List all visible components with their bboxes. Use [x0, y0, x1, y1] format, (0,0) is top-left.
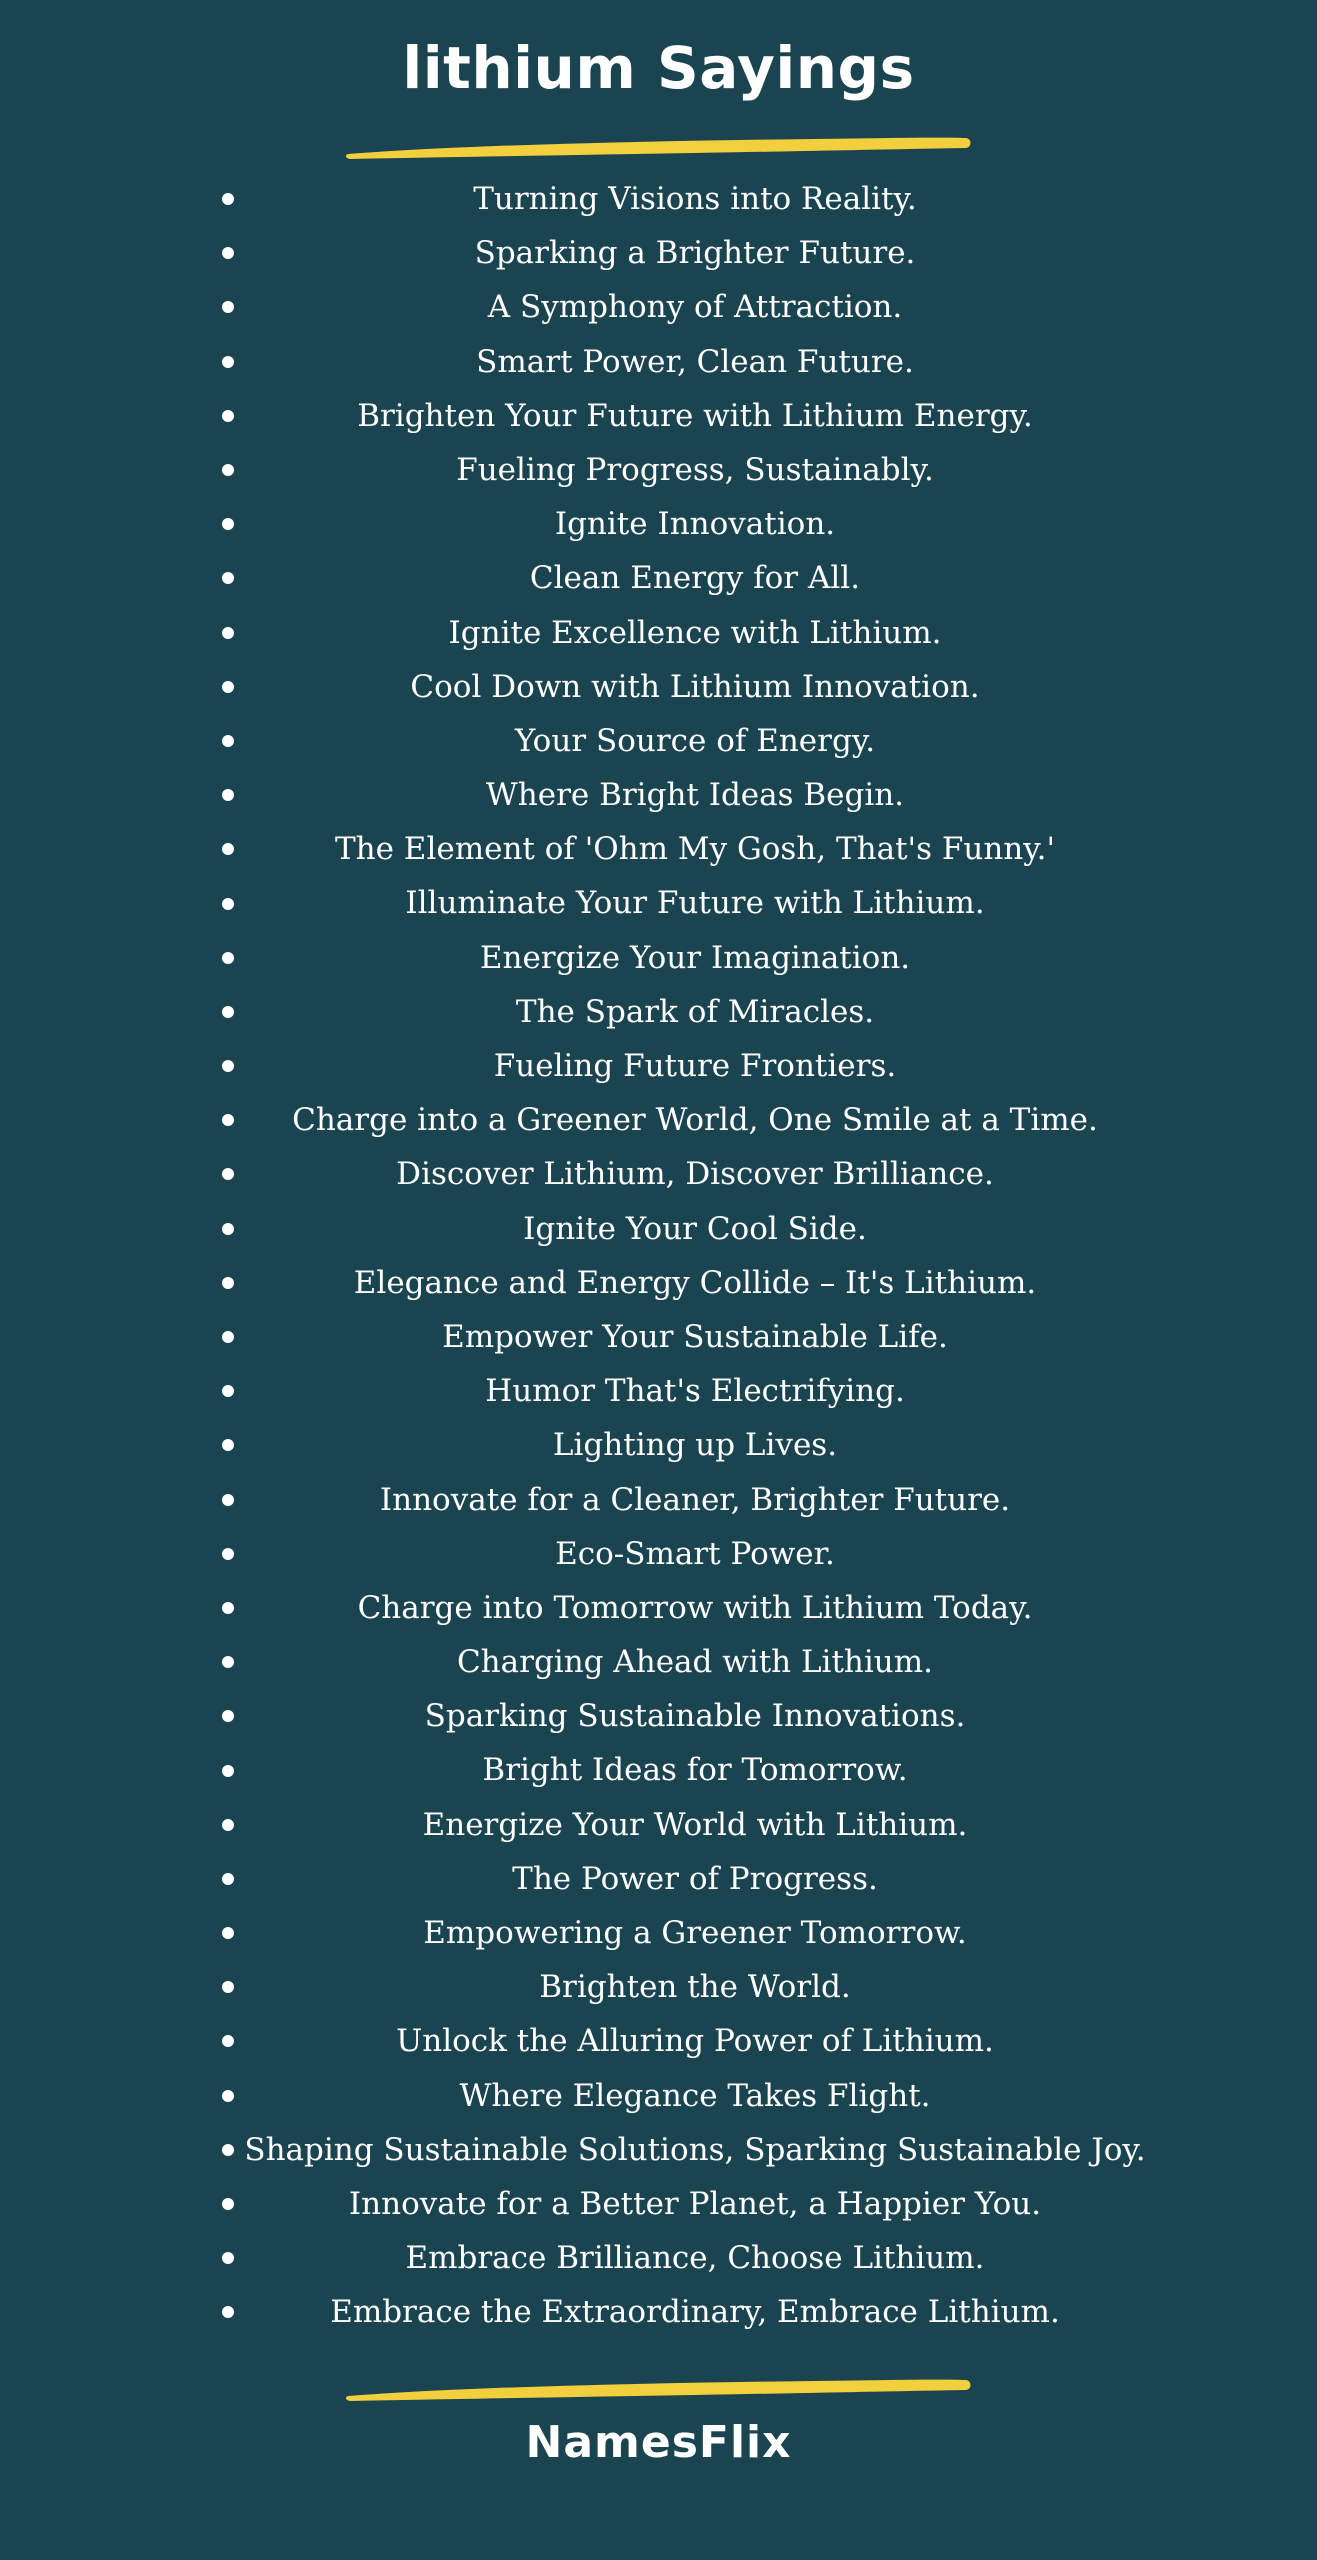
- saying-text: Eco-Smart Power.: [555, 1535, 835, 1572]
- bullet-icon: [222, 1114, 234, 1126]
- list-item: [180, 2123, 1210, 2177]
- saying-text: The Power of Progress.: [512, 1860, 878, 1897]
- saying-text: Energize Your World with Lithium.: [422, 1806, 968, 1843]
- list-item: [180, 1202, 1210, 1256]
- saying-text: Ignite Excellence with Lithium.: [448, 614, 942, 651]
- list-item: [180, 1906, 1210, 1960]
- saying-text: Brighten the World.: [539, 1969, 851, 2006]
- saying-text: Bright Ideas for Tomorrow.: [482, 1752, 908, 1789]
- saying-text: Fueling Future Frontiers.: [493, 1048, 897, 1084]
- brand-logo-text: NamesFlix: [525, 2417, 792, 2468]
- saying-text: Clean Energy for All.: [529, 560, 861, 597]
- saying-text: Embrace Brilliance, Choose Lithium.: [405, 2240, 985, 2277]
- bullet-icon: [222, 572, 234, 584]
- list-item: [180, 335, 1210, 389]
- saying-text: Charge into a Greener World, One Smile at a Time.: [292, 1102, 1098, 1139]
- list-item: [180, 1689, 1210, 1743]
- list-item: [180, 443, 1210, 497]
- bullet-icon: [222, 2090, 234, 2102]
- list-item: [180, 1581, 1210, 1635]
- list-item: [180, 2231, 1210, 2285]
- list-item: [180, 606, 1210, 660]
- list-item: [180, 2177, 1210, 2231]
- list-item: [180, 1418, 1210, 1472]
- list-item: [180, 2069, 1210, 2123]
- list-item: [180, 985, 1210, 1039]
- list-item: [180, 822, 1210, 876]
- list-item: [180, 1147, 1210, 1201]
- list-item: [180, 1256, 1210, 1310]
- saying-text: Ignite Innovation.: [554, 506, 836, 543]
- bullet-icon: [222, 356, 234, 368]
- bullet-icon: [222, 1548, 234, 1560]
- saying-text: Shaping Sustainable Solutions, Sparking Sustainable Joy.: [244, 2131, 1146, 2168]
- bullet-icon: [222, 1710, 234, 1722]
- bullet-icon: [222, 2252, 234, 2264]
- list-item: [180, 1473, 1210, 1527]
- saying-text: The Spark of Miracles.: [515, 993, 875, 1030]
- saying-text: Where Bright Ideas Begin.: [485, 777, 905, 814]
- list-item: [180, 497, 1210, 551]
- saying-text: Embrace the Extraordinary, Embrace Lithium.: [330, 2294, 1060, 2331]
- bullet-icon: [222, 1223, 234, 1235]
- list-item: [180, 1527, 1210, 1581]
- saying-text: Cool Down with Lithium Innovation.: [410, 668, 980, 705]
- sayings-list: [180, 172, 1210, 2340]
- list-item: [180, 1364, 1210, 1418]
- saying-text: Empowering a Greener Tomorrow.: [423, 1915, 967, 1951]
- list-item: [180, 1960, 1210, 2014]
- bullet-icon: [222, 247, 234, 259]
- page-title: lithium Sayings: [402, 34, 915, 102]
- list-item: [180, 1039, 1210, 1093]
- bullet-icon: [222, 627, 234, 639]
- saying-text: Smart Power, Clean Future.: [476, 343, 914, 380]
- saying-text: Ignite Your Cool Side.: [523, 1210, 867, 1247]
- bullet-icon: [222, 1277, 234, 1289]
- list-item: [180, 1093, 1210, 1147]
- bullet-icon: [222, 2306, 234, 2318]
- saying-text: Innovate for a Better Planet, a Happier You.: [348, 2185, 1042, 2222]
- list-item: [180, 1310, 1210, 1364]
- saying-text: Lighting up Lives.: [552, 1427, 838, 1464]
- brush-stroke-path: [346, 2380, 971, 2401]
- saying-text: Elegance and Energy Collide – It's Lithium.: [353, 1264, 1037, 1301]
- list-item: [180, 1798, 1210, 1852]
- bullet-icon: [222, 301, 234, 313]
- saying-text: Discover Lithium, Discover Brilliance.: [396, 1156, 994, 1193]
- bullet-icon: [222, 2035, 234, 2047]
- list-item: [180, 551, 1210, 605]
- saying-text: Empower Your Sustainable Life.: [442, 1318, 948, 1355]
- list-item: [180, 1852, 1210, 1906]
- bullet-icon: [222, 2144, 234, 2156]
- bullet-icon: [222, 1060, 234, 1072]
- list-item: [180, 876, 1210, 930]
- bullet-icon: [222, 2198, 234, 2210]
- list-item: [180, 714, 1210, 768]
- list-item: [180, 226, 1210, 280]
- bullet-icon: [222, 952, 234, 964]
- list-item: [180, 1743, 1210, 1797]
- bullet-icon: [222, 1331, 234, 1343]
- saying-text: Sparking Sustainable Innovations.: [424, 1698, 966, 1735]
- yellow-brush-stroke-top: [344, 130, 974, 160]
- list-item: [180, 389, 1210, 443]
- bullet-icon: [222, 789, 234, 801]
- list-item: [180, 768, 1210, 822]
- saying-text: Illuminate Your Future with Lithium.: [405, 885, 985, 922]
- bullet-icon: [222, 1168, 234, 1180]
- brush-stroke-path: [346, 138, 971, 159]
- bullet-icon: [222, 1981, 234, 1993]
- list-item: [180, 280, 1210, 334]
- saying-text: Your Source of Energy.: [514, 722, 876, 759]
- saying-text: The Element of 'Ohm My Gosh, That's Funny.': [334, 831, 1056, 868]
- bullet-icon: [222, 1439, 234, 1451]
- saying-text: Unlock the Alluring Power of Lithium.: [396, 2023, 994, 2060]
- saying-text: Where Elegance Takes Flight.: [459, 2077, 931, 2114]
- bullet-icon: [222, 681, 234, 693]
- saying-text: Turning Visions into Reality.: [473, 181, 917, 217]
- bullet-icon: [222, 1656, 234, 1668]
- bullet-icon: [222, 1765, 234, 1777]
- list-item: [180, 2285, 1210, 2339]
- list-item: [180, 172, 1210, 226]
- bullet-icon: [222, 735, 234, 747]
- bullet-icon: [222, 1385, 234, 1397]
- bullet-icon: [222, 1602, 234, 1614]
- bullet-icon: [222, 1927, 234, 1939]
- saying-text: Charge into Tomorrow with Lithium Today.: [357, 1589, 1033, 1626]
- bullet-icon: [222, 193, 234, 205]
- bullet-icon: [222, 1873, 234, 1885]
- bullet-icon: [222, 410, 234, 422]
- saying-text: Energize Your Imagination.: [479, 939, 911, 976]
- list-item: [180, 1635, 1210, 1689]
- saying-text: Sparking a Brighter Future.: [474, 235, 916, 272]
- saying-text: Charging Ahead with Lithium.: [456, 1644, 934, 1681]
- saying-text: A Symphony of Attraction.: [487, 289, 903, 326]
- saying-text: Fueling Progress, Sustainably.: [456, 451, 934, 488]
- bullet-icon: [222, 1494, 234, 1506]
- list-item: [180, 660, 1210, 714]
- list-item: [180, 931, 1210, 985]
- bullet-icon: [222, 464, 234, 476]
- bullet-icon: [222, 843, 234, 855]
- bullet-icon: [222, 898, 234, 910]
- bullet-icon: [222, 518, 234, 530]
- bullet-icon: [222, 1006, 234, 1018]
- saying-text: Brighten Your Future with Lithium Energy.: [357, 397, 1033, 434]
- bullet-icon: [222, 1819, 234, 1831]
- yellow-brush-stroke-bottom: [344, 2372, 974, 2402]
- saying-text: Innovate for a Cleaner, Brighter Future.: [379, 1481, 1011, 1518]
- list-item: [180, 2014, 1210, 2068]
- saying-text: Humor That's Electrifying.: [485, 1373, 905, 1410]
